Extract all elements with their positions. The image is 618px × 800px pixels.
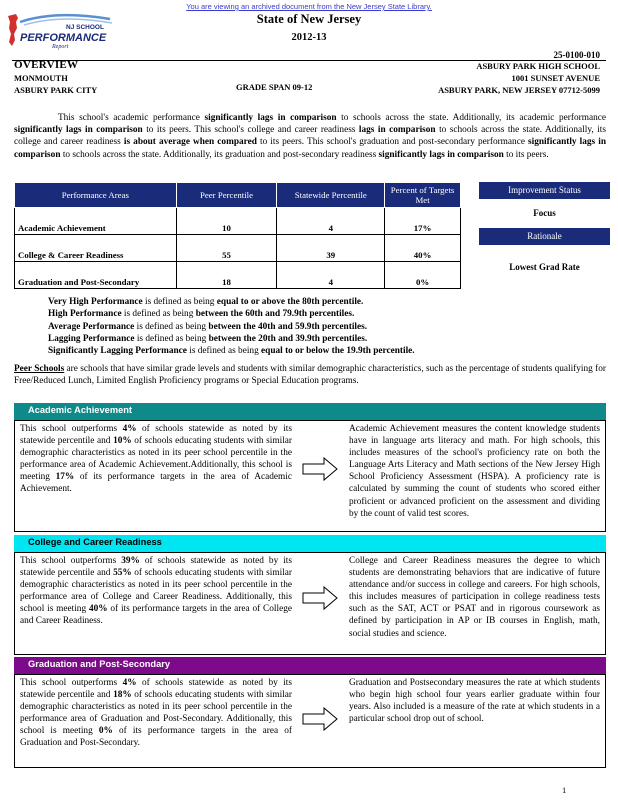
district-name: ASBURY PARK CITY <box>14 85 98 95</box>
col-header-peer: Peer Percentile <box>176 183 277 208</box>
school-code: 25-0100-010 <box>553 50 600 60</box>
logo-sub-text: Report <box>52 44 69 50</box>
improvement-status-label: Improvement Status <box>479 182 610 199</box>
definition-item: Significantly Lagging Performance is defined as being equal to or below the 19.9th percentile. <box>48 346 415 357</box>
college-career-readiness-summary: This school outperforms 39% of schools statewide as noted by its statewide percentile and 55% of schools educating students with similar demographic characteristics as noted in its peer school percentile in the performance area of College and Career Readiness. Additionally, this school is meeting 40% of its performance targets in the area of College and Career Readiness. <box>20 556 293 627</box>
college-career-readiness-description: College and Career Readiness measures the degree to which students are demonstrating behaviors that are indicative of future attendance and/or success in college and careers. For high schools, this includes measures of participation in college readiness tests such as the SAT, ACT or PSAT and in rigorous coursework as defined by participation in AP or IB courses in English, math, social studies and science. <box>349 556 600 639</box>
definition-item: Average Performance is defined as being between the 40th and 59.9th percentiles. <box>48 321 368 332</box>
logo-top-text: NJ SCHOOL <box>66 24 104 31</box>
section-header-academic-achievement: Academic Achievement <box>14 403 606 420</box>
col-header-area: Performance Areas <box>15 183 177 208</box>
rationale-value: Lowest Grad Rate <box>509 262 580 272</box>
report-year: 2012-13 <box>291 32 327 43</box>
summary-text: to schools across the state. Additionally, its academic performance <box>336 113 606 123</box>
academic-achievement-description: Academic Achievement measures the content knowledge students have in language arts literacy and math. For high schools, this includes measures of the school's proficiency rate on both the Language Arts Literacy and Math sections of the New Jersey High School Proficiency Assessment (HSPA). A proficiency rate is calculated by summing the count of students who scored either proficient or advanced proficient on the assessment and dividing by the count of valid test scores. <box>349 424 600 519</box>
school-name: ASBURY PARK HIGH SCHOOL <box>476 61 600 71</box>
summary-text: to its peers. This school's graduation and post-secondary performance <box>256 137 529 148</box>
peer-schools-text: are schools that have similar grade levels and students with similar demographic characteristics, such as the percentage of students qualifying for Free/Reduced Lunch, Limited English Proficiency programs or Special Education programs. <box>14 364 606 387</box>
summary-emphasis: lags in comparison <box>358 125 436 136</box>
logo-main-text: PERFORMANCE <box>20 32 107 44</box>
rationale-label: Rationale <box>479 228 610 245</box>
section-header-college-career-readiness: College and Career Readiness <box>14 535 606 552</box>
row-statewide: 4 <box>277 208 385 235</box>
peer-schools-term: Peer Schools <box>14 364 65 374</box>
row-area: College & Career Readiness <box>15 235 177 262</box>
overview-summary <box>14 112 606 161</box>
summary-emphasis: significantly lags in comparison <box>14 125 143 136</box>
summary-emphasis: significantly lags in comparison <box>14 137 606 160</box>
row-statewide: 4 <box>277 262 385 289</box>
summary-text: to its peers. <box>503 149 549 160</box>
summary-emphasis: is about average when compared <box>123 137 257 148</box>
col-header-statewide: Statewide Percentile <box>277 183 385 208</box>
section-header-graduation-post-secondary: Graduation and Post-Secondary <box>14 657 606 674</box>
county-name: MONMOUTH <box>14 73 68 83</box>
right-arrow-icon <box>302 706 338 732</box>
peer-schools-definition <box>14 363 606 387</box>
row-statewide: 39 <box>277 235 385 262</box>
page-number: 1 <box>562 785 567 795</box>
school-address-line1: 1001 SUNSET AVENUE <box>511 73 600 83</box>
table-row <box>15 235 461 262</box>
school-address-line2: ASBURY PARK, NEW JERSEY 07712-5099 <box>438 85 600 95</box>
performance-table <box>14 182 461 289</box>
performance-definitions <box>48 296 415 357</box>
summary-text: to schools across the state. Additionally, its college and career readiness <box>14 125 606 148</box>
col-header-targets: Percent of Targets Met <box>385 183 461 208</box>
summary-text: to schools across the state. Additionally, its graduation and post-secondary readiness <box>60 149 379 160</box>
row-targets: 17% <box>385 208 461 235</box>
improvement-status-value: Focus <box>533 208 556 218</box>
row-peer: 10 <box>176 208 277 235</box>
academic-achievement-summary: This school outperforms 4% of schools statewide as noted by its statewide percentile and 10% of schools educating students with similar demographic characteristics as noted in its peer school percentile in the performance area of Academic Achievement.Additionally, this school is meeting 17% of its performance targets in the area of Academic Achievement. <box>20 424 293 495</box>
graduation-post-secondary-description: Graduation and Postsecondary measures the rate at which students who begin high school four years earlier graduate within four years. Also included is a measure of the rate at which students in a particular school drop out of school. <box>349 678 600 725</box>
row-targets: 0% <box>385 262 461 289</box>
state-title: State of New Jersey <box>256 12 362 26</box>
row-area: Academic Achievement <box>15 208 177 235</box>
overview-heading: OVERVIEW <box>14 59 79 71</box>
table-row <box>15 262 461 289</box>
summary-emphasis: significantly lags in comparison <box>204 113 337 123</box>
definition-item: High Performance is defined as being between the 60th and 79.9th percentiles. <box>48 309 355 320</box>
row-peer: 18 <box>176 262 277 289</box>
row-area: Graduation and Post-Secondary <box>15 262 177 289</box>
summary-emphasis: significantly lags in comparison <box>378 149 504 160</box>
summary-text: to its peers. This school's college and career readiness <box>142 125 359 136</box>
summary-text: This school's academic performance <box>58 113 205 123</box>
table-header-row <box>15 183 461 208</box>
graduation-post-secondary-summary: This school outperforms 4% of schools statewide as noted by its statewide percentile and 18% of schools educating students with similar demographic characteristics as noted in its peer school percentile in the performance area of Graduation and Post-Secondary. Additionally, this school is meeting 0% of its performance targets in the area of Graduation and Post-Secondary. <box>20 678 293 749</box>
right-arrow-icon <box>302 585 338 611</box>
right-arrow-icon <box>302 456 338 482</box>
archive-notice-link[interactable]: You are viewing an archived document from the New Jersey State Library. <box>186 2 432 11</box>
grade-span: GRADE SPAN 09-12 <box>236 82 313 92</box>
table-row <box>15 208 461 235</box>
row-peer: 55 <box>176 235 277 262</box>
row-targets: 40% <box>385 235 461 262</box>
definition-item: Lagging Performance is defined as being between the 20th and 39.9th percentiles. <box>48 333 368 344</box>
definition-item: Very High Performance is defined as being equal to or above the 80th percentile. <box>48 297 364 307</box>
